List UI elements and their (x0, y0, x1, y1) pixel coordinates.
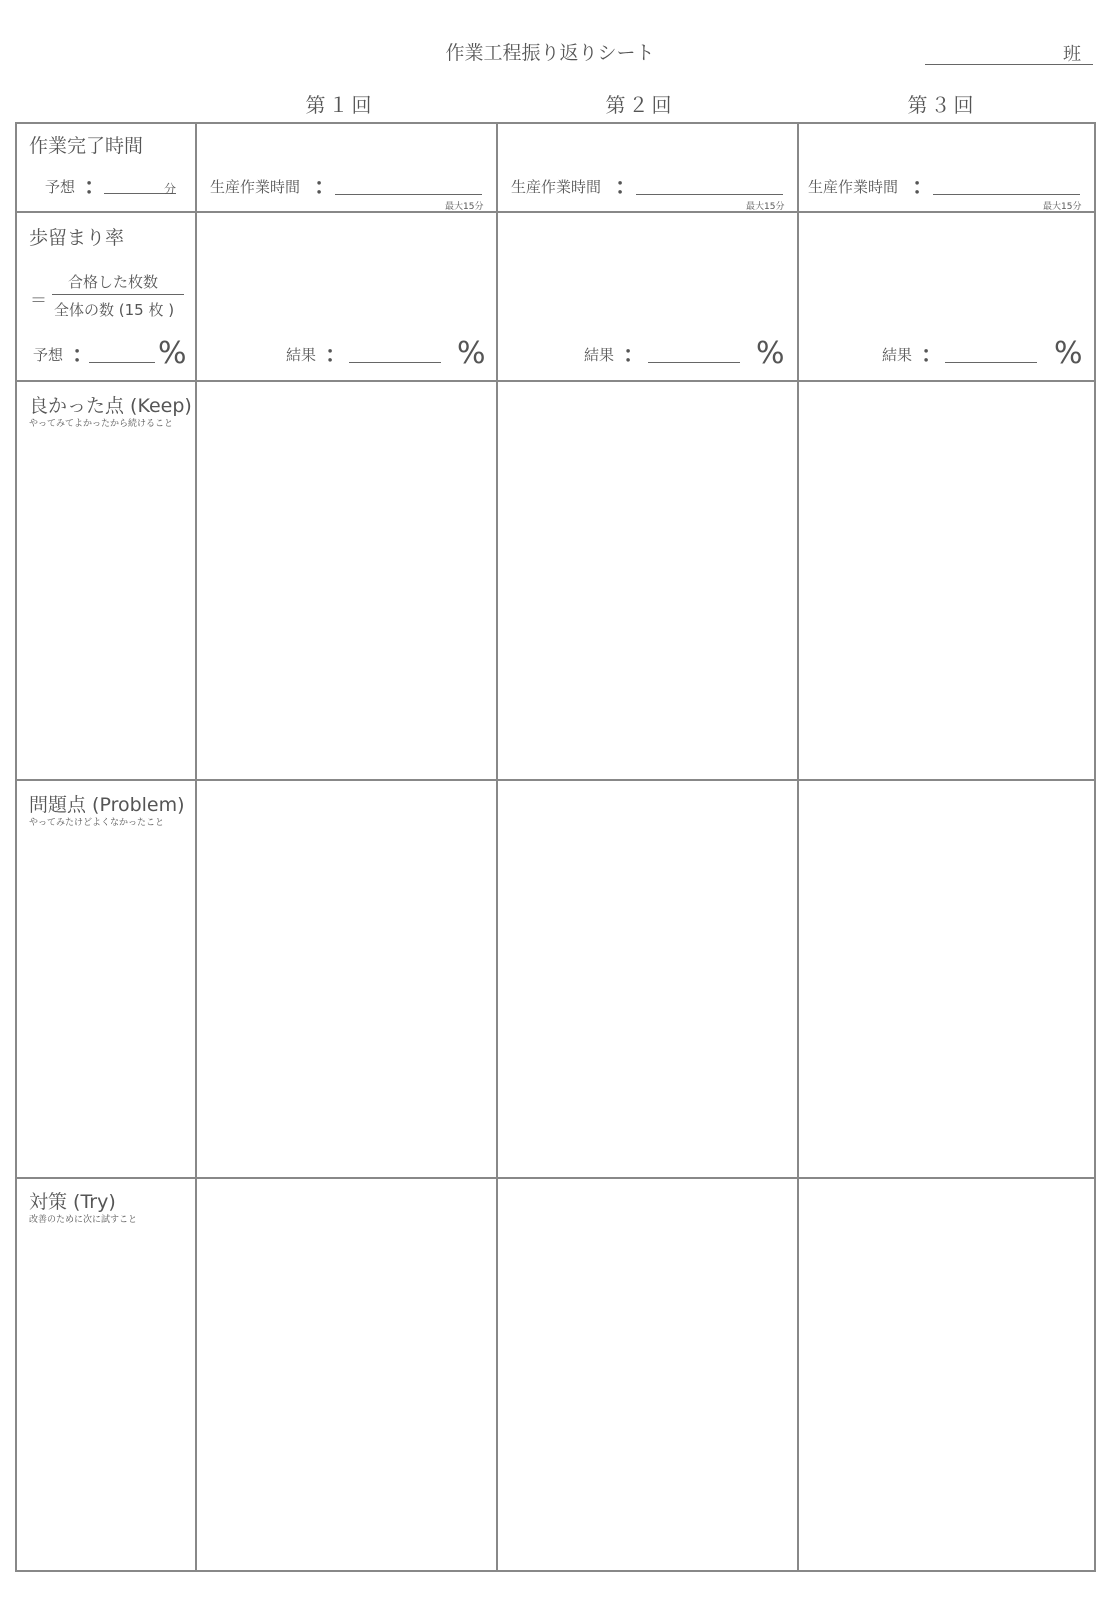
yield-denominator: 全体の数 (15 枚 ) (54, 301, 175, 319)
round-2-max-note: 最大15分 (746, 202, 785, 212)
round-2-yield-result-field[interactable] (648, 362, 740, 363)
round-3-production-time-field[interactable] (933, 194, 1080, 195)
yield-numerator: 合格した枚数 (68, 273, 159, 291)
round-3-yield-result-label: 結果 (882, 346, 913, 364)
keep-note: やってみてよかったから続けること (29, 419, 174, 429)
percent-sign: % (158, 336, 187, 371)
round-3-yield-result-field[interactable] (945, 362, 1037, 363)
round-2-production-time-label: 生産作業時間 (511, 178, 602, 196)
completion-time-label: 作業完了時間 (29, 135, 144, 157)
yield-prediction-label: 予想 (33, 346, 64, 364)
time-prediction-label: 予想 (45, 178, 76, 196)
round-3-heading: 第３回 (907, 93, 977, 117)
try-label: 対策 (Try) (29, 1191, 116, 1213)
yield-label: 歩留まり率 (29, 227, 125, 249)
colon: ： (921, 343, 944, 368)
row-divider (15, 1177, 1096, 1179)
sheet-title: 作業工程振り返りシート (445, 42, 655, 64)
colon: ： (912, 175, 935, 200)
row-divider (15, 211, 1096, 213)
try-note: 改善のために次に試すこと (29, 1215, 138, 1225)
row-divider (15, 779, 1096, 781)
percent-sign: % (756, 336, 785, 371)
column-divider (496, 122, 498, 1572)
keep-label: 良かった点 (Keep) (29, 395, 192, 417)
column-divider (195, 122, 197, 1572)
round-1-max-note: 最大15分 (445, 202, 484, 212)
round-1-heading: 第１回 (305, 93, 375, 117)
round-3-max-note: 最大15分 (1043, 202, 1082, 212)
round-2-heading: 第２回 (605, 93, 675, 117)
round-1-production-time-field[interactable] (335, 194, 482, 195)
group-suffix-label: 班 (1063, 44, 1081, 65)
round-3-production-time-label: 生産作業時間 (808, 178, 899, 196)
colon: ： (72, 343, 95, 368)
row-divider (15, 380, 1096, 382)
colon: ： (314, 175, 337, 200)
colon: ： (615, 175, 638, 200)
percent-sign: % (1054, 336, 1083, 371)
colon: ： (623, 343, 646, 368)
percent-sign: % (457, 336, 486, 371)
round-1-production-time-label: 生産作業時間 (210, 178, 301, 196)
fraction-bar (52, 294, 184, 295)
round-2-yield-result-label: 結果 (584, 346, 615, 364)
round-2-production-time-field[interactable] (636, 194, 783, 195)
problem-note: やってみたけどよくなかったこと (29, 818, 165, 828)
equals-sign: ＝ (30, 291, 47, 311)
minutes-unit-label: 分 (164, 182, 177, 196)
colon: ： (84, 175, 107, 200)
round-1-yield-result-label: 結果 (286, 346, 317, 364)
round-1-yield-result-field[interactable] (349, 362, 441, 363)
problem-label: 問題点 (Problem) (29, 794, 185, 816)
column-divider (797, 122, 799, 1572)
yield-prediction-field[interactable] (89, 362, 155, 363)
colon: ： (325, 343, 348, 368)
